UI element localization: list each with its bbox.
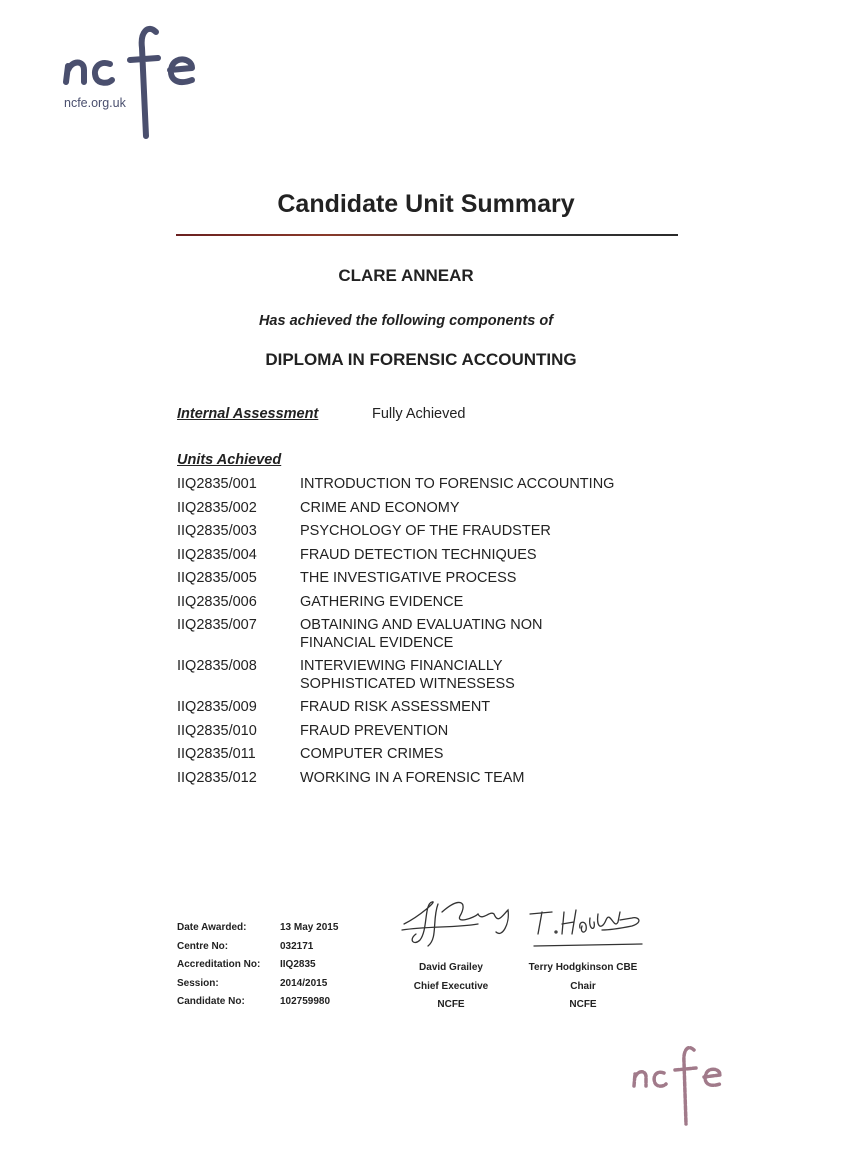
unit-title: PSYCHOLOGY OF THE FRAUDSTER <box>300 523 551 539</box>
unit-row <box>177 523 617 541</box>
unit-row <box>177 746 617 764</box>
unit-code: IIQ2835/010 <box>177 722 257 739</box>
unit-row <box>177 770 617 788</box>
unit-code: IIQ2835/006 <box>177 593 257 610</box>
unit-code: IIQ2835/007 <box>177 617 257 633</box>
unit-row <box>177 617 617 652</box>
internal-assessment-value: Fully Achieved <box>372 406 466 422</box>
detail-label: Accreditation No: <box>177 959 261 970</box>
unit-code: IIQ2835/004 <box>177 546 257 563</box>
signature-terry-hodgkinson <box>522 900 648 952</box>
logo-url: ncfe.org.uk <box>64 96 126 110</box>
page-title: Candidate Unit Summary <box>277 190 575 218</box>
candidate-name: CLARE ANNEAR <box>338 266 474 285</box>
ncfe-emboss-stamp <box>628 1040 738 1130</box>
signatory-name: Terry Hodgkinson CBE <box>528 962 638 973</box>
signatory-org: NCFE <box>437 999 465 1010</box>
unit-title: FRAUD RISK ASSESSMENT <box>300 699 491 715</box>
unit-title: FRAUD PREVENTION <box>300 722 449 739</box>
detail-value: 2014/2015 <box>280 977 328 989</box>
signatory-terry-hodgkinson <box>508 962 658 1018</box>
unit-row <box>177 570 617 588</box>
unit-code: IIQ2835/011 <box>177 746 256 762</box>
ncfe-logo <box>58 18 228 148</box>
unit-code: IIQ2835/002 <box>177 499 257 516</box>
unit-title: WORKING IN A FORENSIC TEAM <box>300 769 525 786</box>
detail-value: 032171 <box>280 940 314 952</box>
unit-code: IIQ2835/008 <box>177 658 257 674</box>
unit-row <box>177 476 617 494</box>
detail-row <box>177 941 338 960</box>
unit-row <box>177 500 617 518</box>
unit-row <box>177 699 617 717</box>
unit-title: INTERVIEWING FINANCIALLY SOPHISTICATED WITNESSESS <box>300 658 515 692</box>
unit-title: COMPUTER CRIMES <box>300 746 444 762</box>
unit-code: IIQ2835/012 <box>177 769 257 786</box>
unit-row <box>177 658 617 693</box>
unit-row <box>177 594 617 612</box>
unit-row <box>177 723 617 741</box>
signatory-name: David Grailey <box>419 962 483 973</box>
unit-title: OBTAINING AND EVALUATING NON FINANCIAL EVIDENCE <box>300 617 543 651</box>
achievement-statement: Has achieved the following components of <box>258 313 554 329</box>
qualification-title: DIPLOMA IN FORENSIC ACCOUNTING <box>265 350 577 369</box>
unit-code: IIQ2835/009 <box>177 699 257 715</box>
signature-david-grailey <box>398 890 518 950</box>
unit-title: CRIME AND ECONOMY <box>300 499 460 516</box>
signatory-org: NCFE <box>569 999 597 1010</box>
detail-row <box>177 959 338 978</box>
detail-label: Date Awarded: <box>177 922 247 933</box>
detail-value: 13 May 2015 <box>280 922 339 933</box>
detail-label: Session: <box>177 977 219 989</box>
unit-code: IIQ2835/001 <box>177 476 257 492</box>
signatory-role: Chief Executive <box>413 980 489 992</box>
detail-value: IIQ2835 <box>280 959 316 970</box>
detail-row <box>177 996 338 1015</box>
title-rule <box>176 234 678 236</box>
unit-title: INTRODUCTION TO FORENSIC ACCOUNTING <box>300 476 615 492</box>
unit-code: IIQ2835/005 <box>177 570 257 586</box>
unit-row <box>177 547 617 565</box>
units-list <box>177 476 617 793</box>
detail-value: 102759980 <box>280 996 331 1007</box>
detail-row <box>177 978 338 997</box>
internal-assessment-label: Internal Assessment <box>177 406 319 422</box>
unit-code: IIQ2835/003 <box>177 523 257 539</box>
detail-label: Candidate No: <box>177 996 245 1007</box>
award-details <box>177 922 338 1015</box>
unit-title: THE INVESTIGATIVE PROCESS <box>300 570 517 586</box>
detail-row <box>177 922 338 941</box>
detail-label: Centre No: <box>177 940 229 952</box>
units-heading: Units Achieved <box>177 452 282 468</box>
signatory-role: Chair <box>570 980 596 992</box>
signatory-david-grailey <box>376 962 526 1018</box>
unit-title: FRAUD DETECTION TECHNIQUES <box>300 546 537 563</box>
unit-title: GATHERING EVIDENCE <box>300 593 464 610</box>
